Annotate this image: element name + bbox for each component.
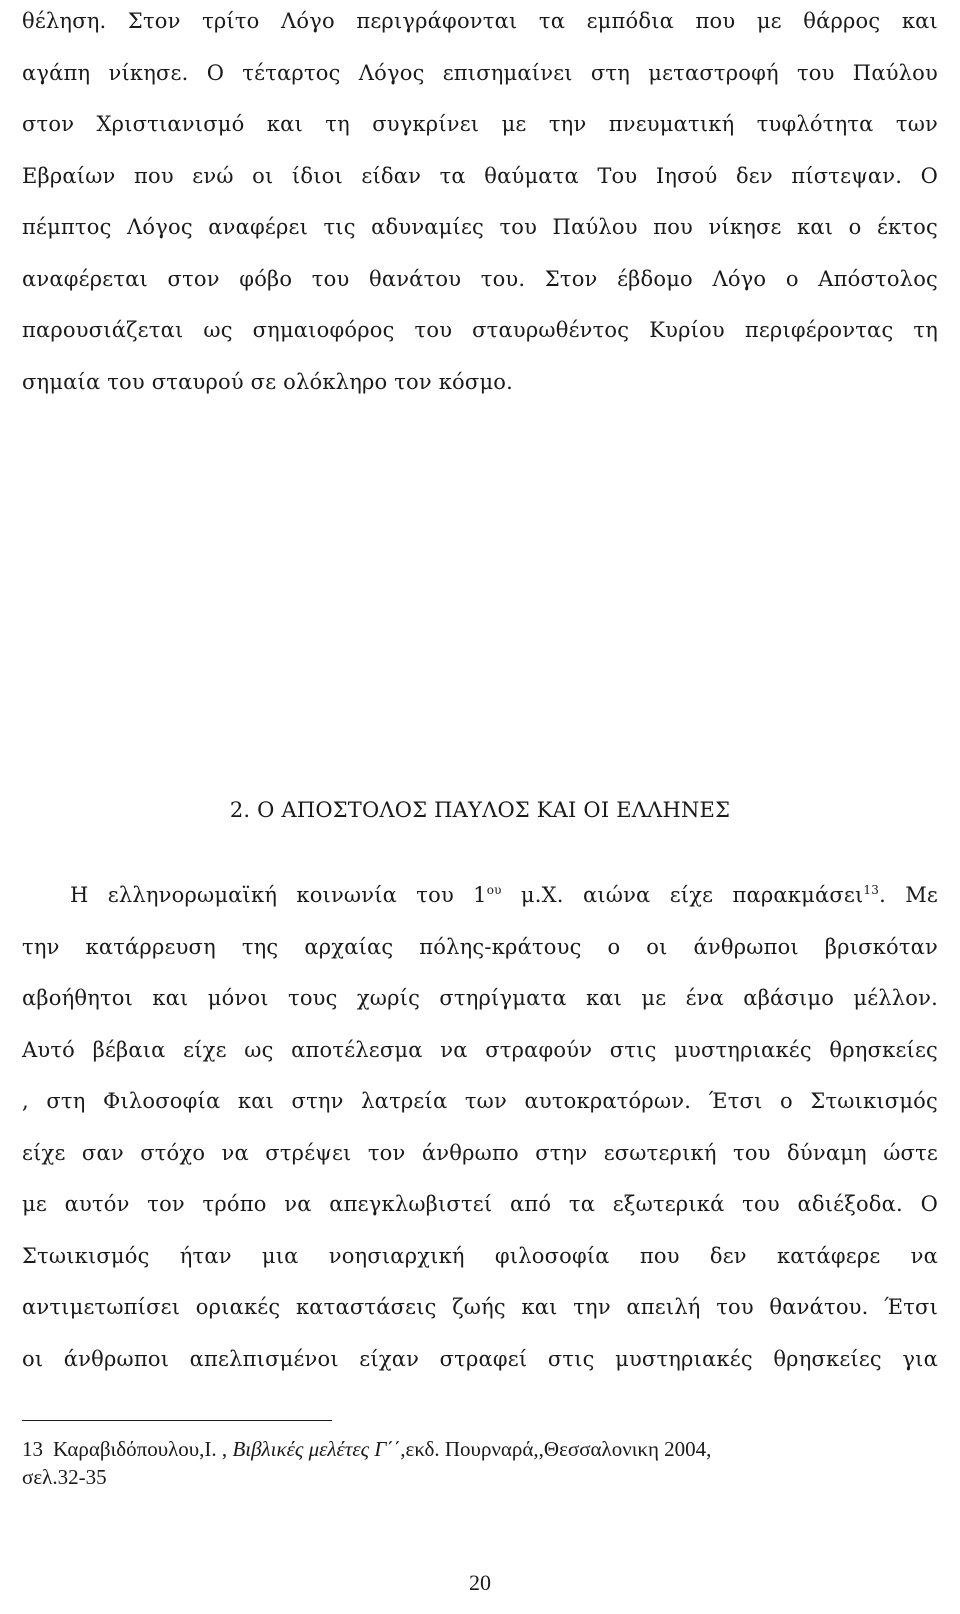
paragraph-2	[22, 870, 938, 1385]
text-line: πέμπτος Λόγος αναφέρει τις αδυναμίες του Παύλου που νίκησε και ο έκτος	[22, 215, 938, 239]
footnote-title: Βιβλικές μελέτες Γ΄΄	[232, 1437, 401, 1461]
text-line: Εβραίων που ενώ οι ίδιοι είδαν τα θαύματα Του Ιησού δεν πίστεψαν. Ο	[22, 163, 938, 188]
text-line: αναφέρεται στον φόβο του θανάτου του. Στον έβδομο Λόγο ο Απόστολος	[22, 266, 938, 291]
footnote	[22, 1435, 938, 1491]
text-line: αντιμετωπίσει οριακές καταστάσεις ζωής και την απειλή του θανάτου. Έτσι	[22, 1295, 938, 1319]
text-line: αγάπη νίκησε. Ο τέταρτος Λόγος επισημαίνει στη μεταστροφή του Παύλου	[22, 60, 938, 85]
text-line: Στωικισμός ήταν μια νοησιαρχική φιλοσοφία που δεν κατάφερε να	[22, 1243, 938, 1268]
text-line: είχε σαν στόχο να στρέψει τον άνθρωπο στην εσωτερική του δύναμη ώστε	[22, 1140, 938, 1165]
footnote-line-1	[22, 1435, 938, 1463]
text-line: Αυτό βέβαια είχε ως αποτέλεσμα να στραφούν στις μυστηριακές θρησκείες	[22, 1037, 938, 1062]
footnote-reference[interactable]: 13	[863, 883, 880, 897]
page-number: 20	[469, 1570, 491, 1595]
ordinal-superscript: ου	[486, 883, 502, 897]
footnote-separator	[22, 1420, 332, 1421]
footnote-line-2: σελ.32-35	[22, 1465, 107, 1489]
footnote-publisher: ,εκδ. Πουρναρά,,Θεσσαλονικη 2004,	[400, 1437, 712, 1461]
text-line: οι άνθρωποι απελπισμένοι είχαν στραφεί στις μυστηριακές θρησκείες για	[22, 1346, 938, 1371]
text-line: αβοήθητοι και μόνοι τους χωρίς στηρίγματα και με ένα αβάσιμο μέλλον.	[22, 986, 938, 1010]
section-heading: 2. Ο ΑΠΟΣΤΟΛΟΣ ΠΑΥΛΟΣ ΚΑΙ ΟΙ ΕΛΛΗΝΕΣ	[229, 798, 731, 822]
paragraph-2-body	[22, 922, 938, 1386]
paragraph-2-first-line: Η ελληνορωμαϊκή κοινωνία του $1^{o\upsilon}$ μ.Χ. αιώνα είχε παρακμάσει$^{13}$. Με	[70, 883, 938, 907]
footnote-author: Καραβιδόπουλου,Ι. ,	[53, 1437, 228, 1461]
footnote-number: 13	[22, 1437, 43, 1461]
text-line: στον Χριστιανισμό και τη συγκρίνει με την πνευματική τυφλότητα των	[22, 112, 938, 136]
text-line: σημαία του σταυρού σε ολόκληρο τον κόσμο.	[22, 369, 514, 394]
text-line: με αυτόν τον τρόπο να απεγκλωβιστεί από τα εξωτερικά του αδιέξοδα. Ο	[22, 1192, 938, 1216]
text-line: την κατάρρευση της αρχαίας πόλης-κράτους ο οι άνθρωποι βρισκόταν	[22, 934, 938, 959]
text-line: παρουσιάζεται ως σημαιοφόρος του σταυρωθέντος Κυρίου περιφέροντας τη	[22, 318, 938, 342]
text-line: θέληση. Στον τρίτο Λόγο περιγράφονται τα εμπόδια που με θάρρος και	[22, 9, 938, 33]
paragraph-1	[22, 0, 938, 408]
text-line: , στη Φιλοσοφία και στην λατρεία των αυτοκρατόρων. Έτσι ο Στωικισμός	[22, 1089, 938, 1113]
